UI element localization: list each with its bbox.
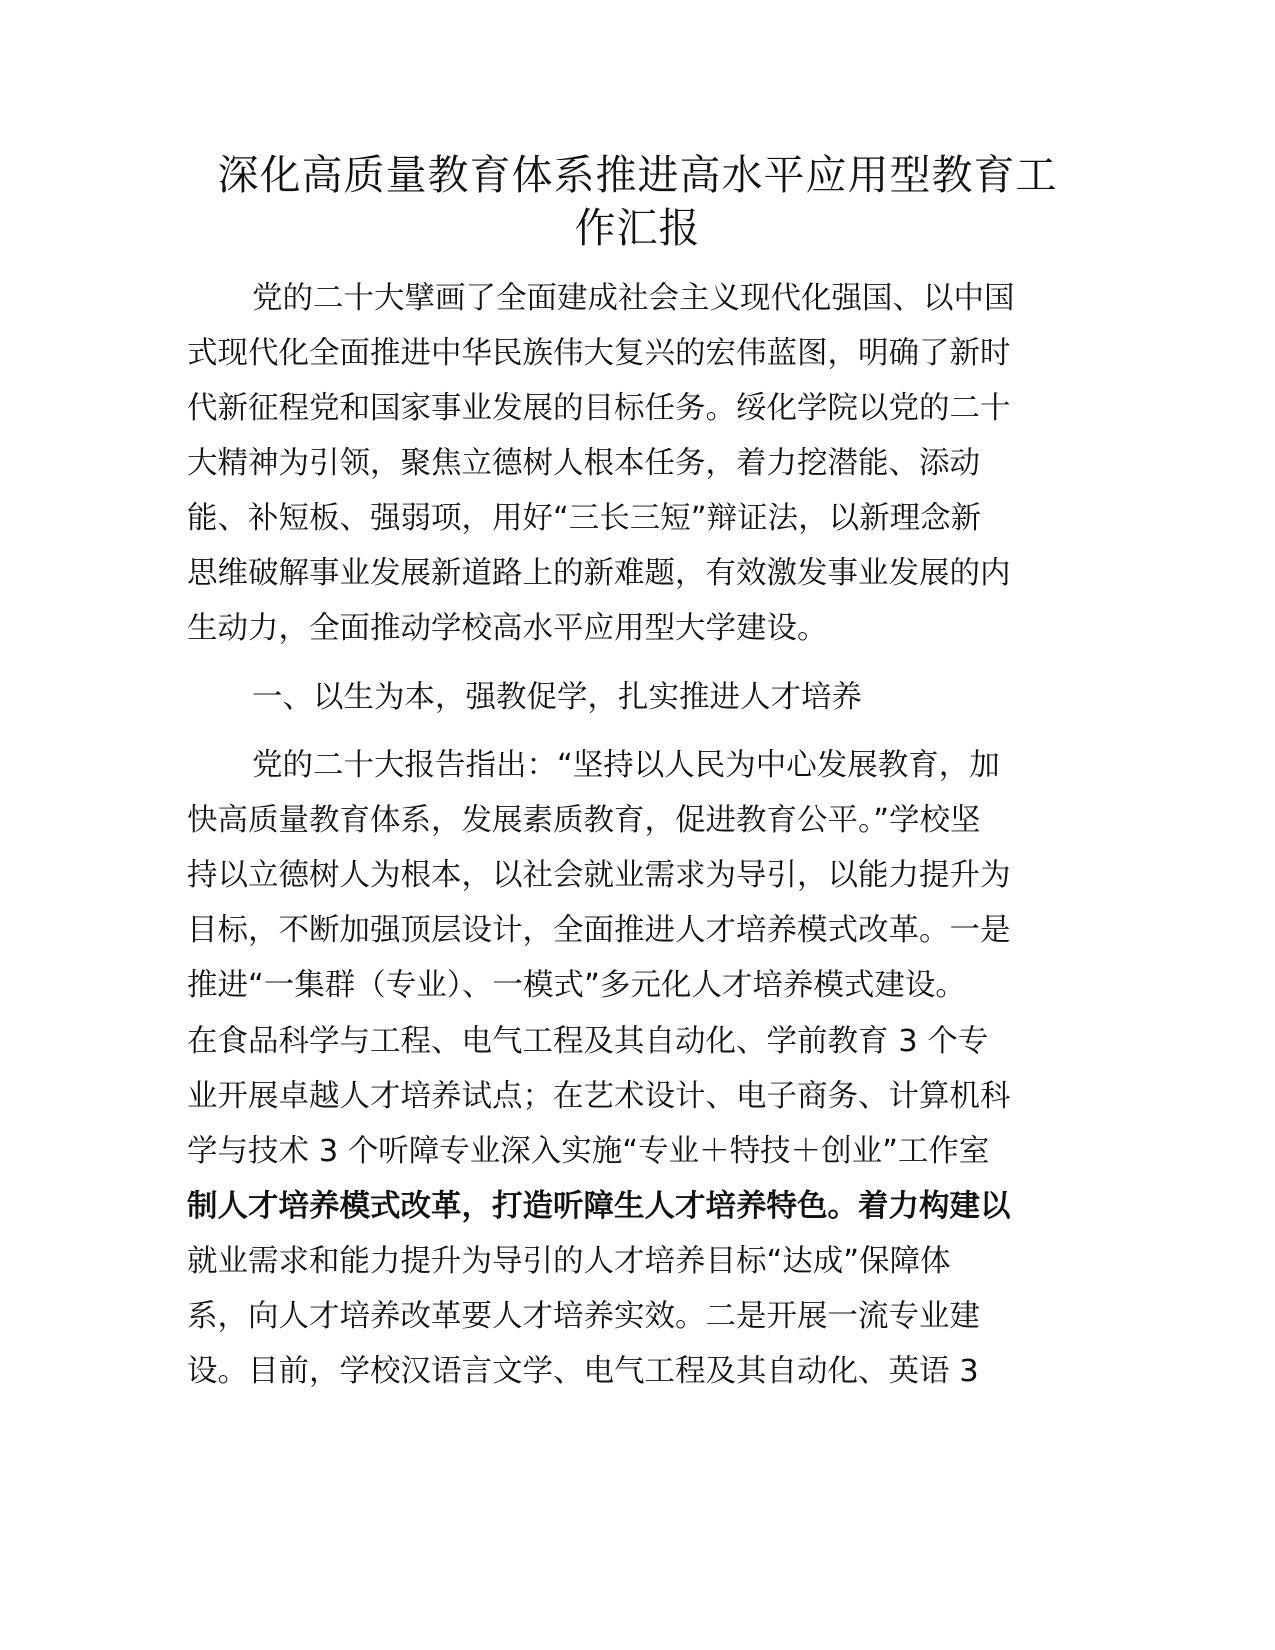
intro-line-6: 思维破解事业发展新道路上的新难题，有效激发事业发展的内 — [187, 556, 1011, 591]
section-line-7: 业开展卓越人才培养试点；在艺术设计、电子商务、计算机科 — [187, 1079, 1011, 1114]
section-line-3: 持以立德树人为根本，以社会就业需求为导引，以能力提升为 — [187, 858, 1011, 893]
intro-line-1: 党的二十大擘画了全面建成社会主义现代化强国、以中国 — [252, 281, 1015, 316]
section-line-2: 快高质量教育体系，发展素质教育，促进教育公平。”学校坚 — [187, 803, 981, 838]
document-title-line-2: 作汇报 — [574, 204, 701, 252]
section-line-10: 就业需求和能力提升为导引的人才培养目标“达成”保障体 — [187, 1244, 951, 1279]
section-line-4: 目标，不断加强顶层设计，全面推进人才培养模式改革。一是 — [187, 913, 1011, 948]
document-title-line-1: 深化高质量教育体系推进高水平应用型教育工 — [217, 151, 1058, 199]
section-line-12: 设。目前，学校汉语言文学、电气工程及其自动化、英语 3 — [187, 1354, 979, 1389]
section-line-6: 在食品科学与工程、电气工程及其自动化、学前教育 3 个专 — [187, 1024, 989, 1059]
section-heading: 一、以生为本，强教促学，扎实推进人才培养 — [252, 680, 862, 715]
section-line-11: 系，向人才培养改革要人才培养实效。二是开展一流专业建 — [187, 1299, 980, 1334]
intro-line-7: 生动力，全面推动学校高水平应用型大学建设。 — [187, 611, 828, 646]
intro-line-3: 代新征程党和国家事业发展的目标任务。绥化学院以党的二十 — [187, 391, 1011, 426]
intro-line-2: 式现代化全面推进中华民族伟大复兴的宏伟蓝图，明确了新时 — [187, 336, 1011, 371]
intro-line-5: 能、补短板、强弱项，用好“三长三短”辩证法，以新理念新 — [187, 501, 982, 536]
section-line-1: 党的二十大报告指出：“坚持以人民为中心发展教育，加 — [252, 748, 1000, 783]
section-line-9: 制人才培养模式改革，打造听障生人才培养特色。着力构建以 — [187, 1189, 1011, 1224]
section-line-5: 推进“一集群（专业）、一模式”多元化人才培养模式建设。 — [187, 968, 966, 1003]
section-line-8: 学与技术 3 个听障专业深入实施“专业＋特技＋创业”工作室 — [187, 1134, 990, 1169]
intro-line-4: 大精神为引领，聚焦立德树人根本任务，着力挖潜能、添动 — [187, 446, 980, 481]
